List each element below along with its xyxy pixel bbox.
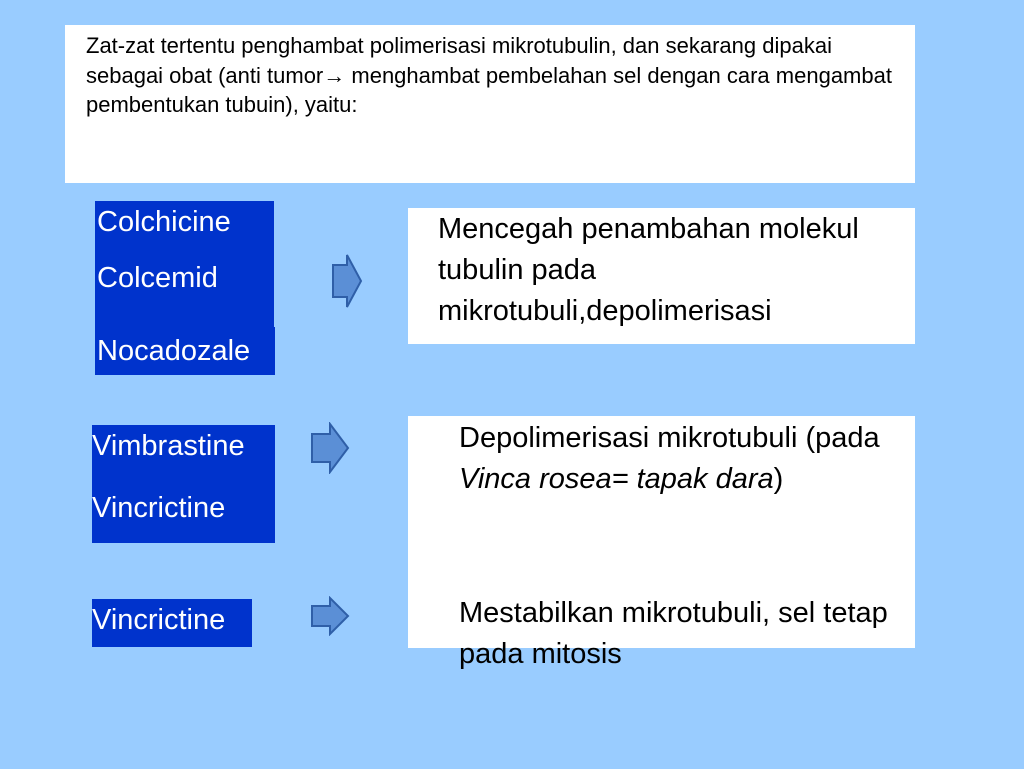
drug-colchicine: Colchicine	[97, 206, 231, 238]
drug-nocadozale: Nocadozale	[97, 335, 251, 367]
effect-text-2-italic: Vinca rosea= tapak dara	[459, 463, 774, 495]
effect-text-3: Mestabilkan mikrotubuli, sel tetap pada mitosis	[459, 597, 888, 670]
effect-text-2-plain-2: )	[773, 463, 784, 495]
effect-text-2	[459, 418, 889, 500]
drug-vimbrastine: Vimbrastine	[92, 430, 245, 462]
intro-text-part2: menghambat pembelahan sel dengan cara mengambat pembentukan tubuin), yaitu:	[86, 62, 892, 117]
intro-text-part1: Zat-zat tertentu penghambat polimerisasi mikrotubulin, dan sekarang dipakai sebagai obat (anti tumor	[86, 33, 832, 88]
drug-box-colchicine-colcemid	[95, 201, 274, 327]
drug-box-vincrictine-2	[92, 599, 252, 647]
drug-vincrictine-1: Vincrictine	[92, 492, 226, 524]
arrow-right-icon	[310, 422, 350, 474]
effect-text-2-plain-1: Depolimerisasi mikrotubuli (pada	[459, 422, 880, 454]
drug-box-nocadozale	[95, 327, 275, 375]
drug-box-vincrictine-1	[92, 489, 275, 543]
arrow-right-icon	[331, 253, 363, 309]
drug-vincrictine-2: Vincrictine	[92, 604, 226, 636]
effect-text-1: Mencegah penambahan molekul tubulin pada mikrotubuli,depolimerisasi	[438, 213, 859, 327]
intro-text-box	[65, 25, 915, 183]
arrow-right-icon	[310, 596, 350, 636]
drug-colcemid: Colcemid	[97, 262, 218, 294]
drug-box-vimbrastine	[92, 425, 275, 489]
intro-arrow-glyph: →	[323, 62, 346, 88]
